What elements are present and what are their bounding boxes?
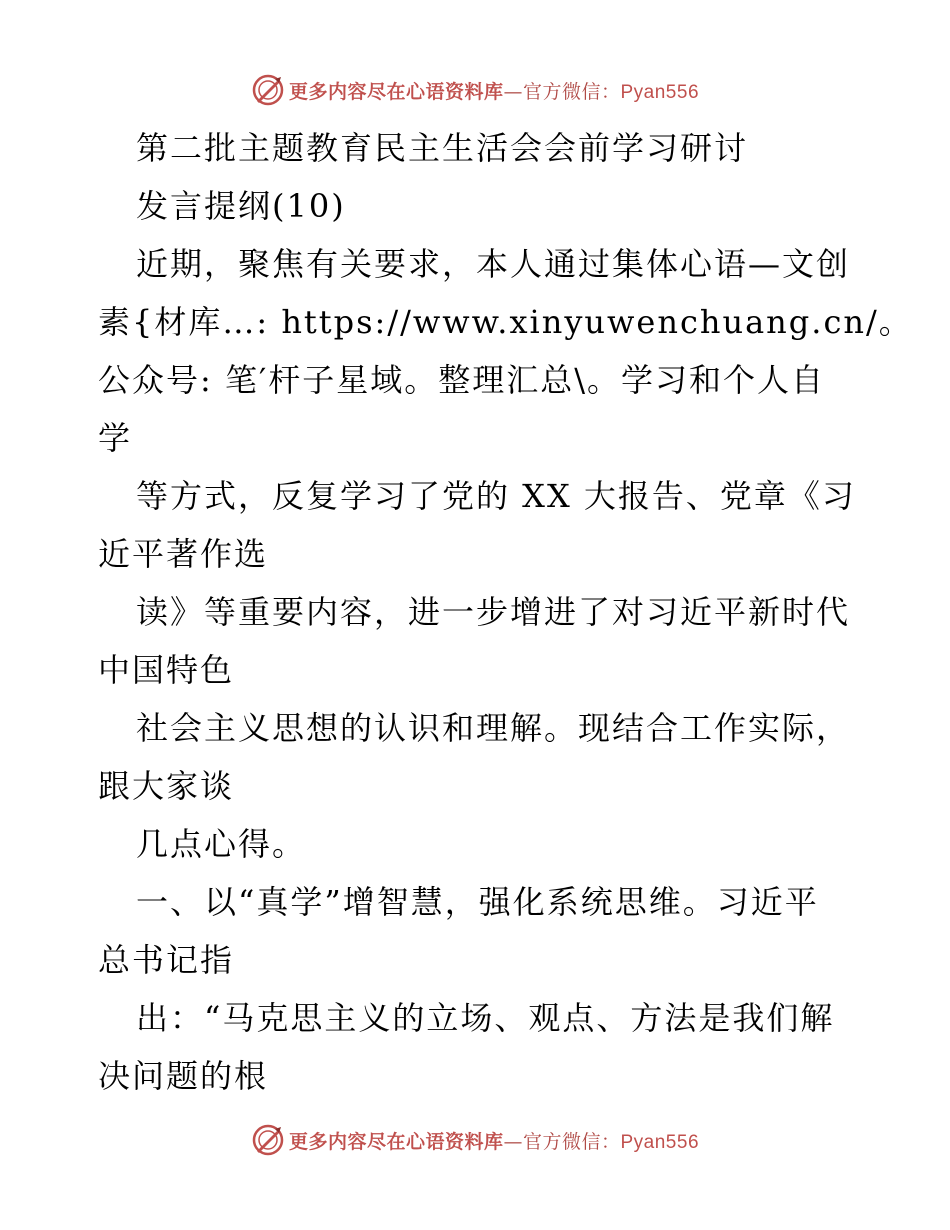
paragraph-line: 总书记指 [98,941,235,979]
paragraph-line: 读》等重要内容，进一步增进了对习近平新时代 [136,593,851,631]
paragraph-line: 社会主义思想的认识和理解。现结合工作实际， [136,709,851,747]
doc-title-line-1: 第二批主题教育民主生活会会前学习研讨 [136,129,749,167]
brush-seal-icon [251,73,285,107]
paragraph-line: 公众号: 笔′杆子星域。整理汇总\。学习和个人自 [98,361,826,399]
paragraph-line: 学 [98,419,133,457]
paragraph-line: 等方式，反复学习了党的 XX 大报告、党章《习 [136,477,856,515]
banner-wechat-id: Pyan556 [620,81,700,103]
section-heading-line: 一、以“真学”增智慧，强化系统思维。习近平 [136,883,819,921]
banner-wechat-label: 官方微信： [522,1130,621,1153]
paragraph-line: 决问题的根 [98,1057,269,1095]
paragraph-line: 几点心得。 [136,825,307,863]
paragraph-line: 近期，聚焦有关要求，本人通过集体心语—文创 [136,245,851,283]
banner-separator: — [503,80,523,103]
doc-title-line-2: 发言提纲(10) [136,187,346,225]
banner-separator: — [503,1130,523,1153]
footer-banner-text [289,1127,699,1154]
paragraph-line: 跟大家谈 [98,767,235,805]
header-banner [0,70,950,110]
banner-brand: 更多内容尽在心语资料库 [288,1130,504,1153]
footer-banner [0,1120,950,1160]
banner-wechat-label: 官方微信： [522,80,621,103]
banner-brand: 更多内容尽在心语资料库 [288,80,504,103]
header-banner-text [289,77,699,104]
paragraph-line: 出：“马克思主义的立场、观点、方法是我们解 [136,999,835,1037]
paragraph-line: 中国特色 [98,651,235,689]
paragraph-line: 近平著作选 [98,535,269,573]
brush-seal-icon [251,1123,285,1157]
paragraph-line: 素{材库…: https://www.xinyuwenchuang.cn/。 [98,303,913,341]
banner-wechat-id: Pyan556 [620,1131,700,1153]
